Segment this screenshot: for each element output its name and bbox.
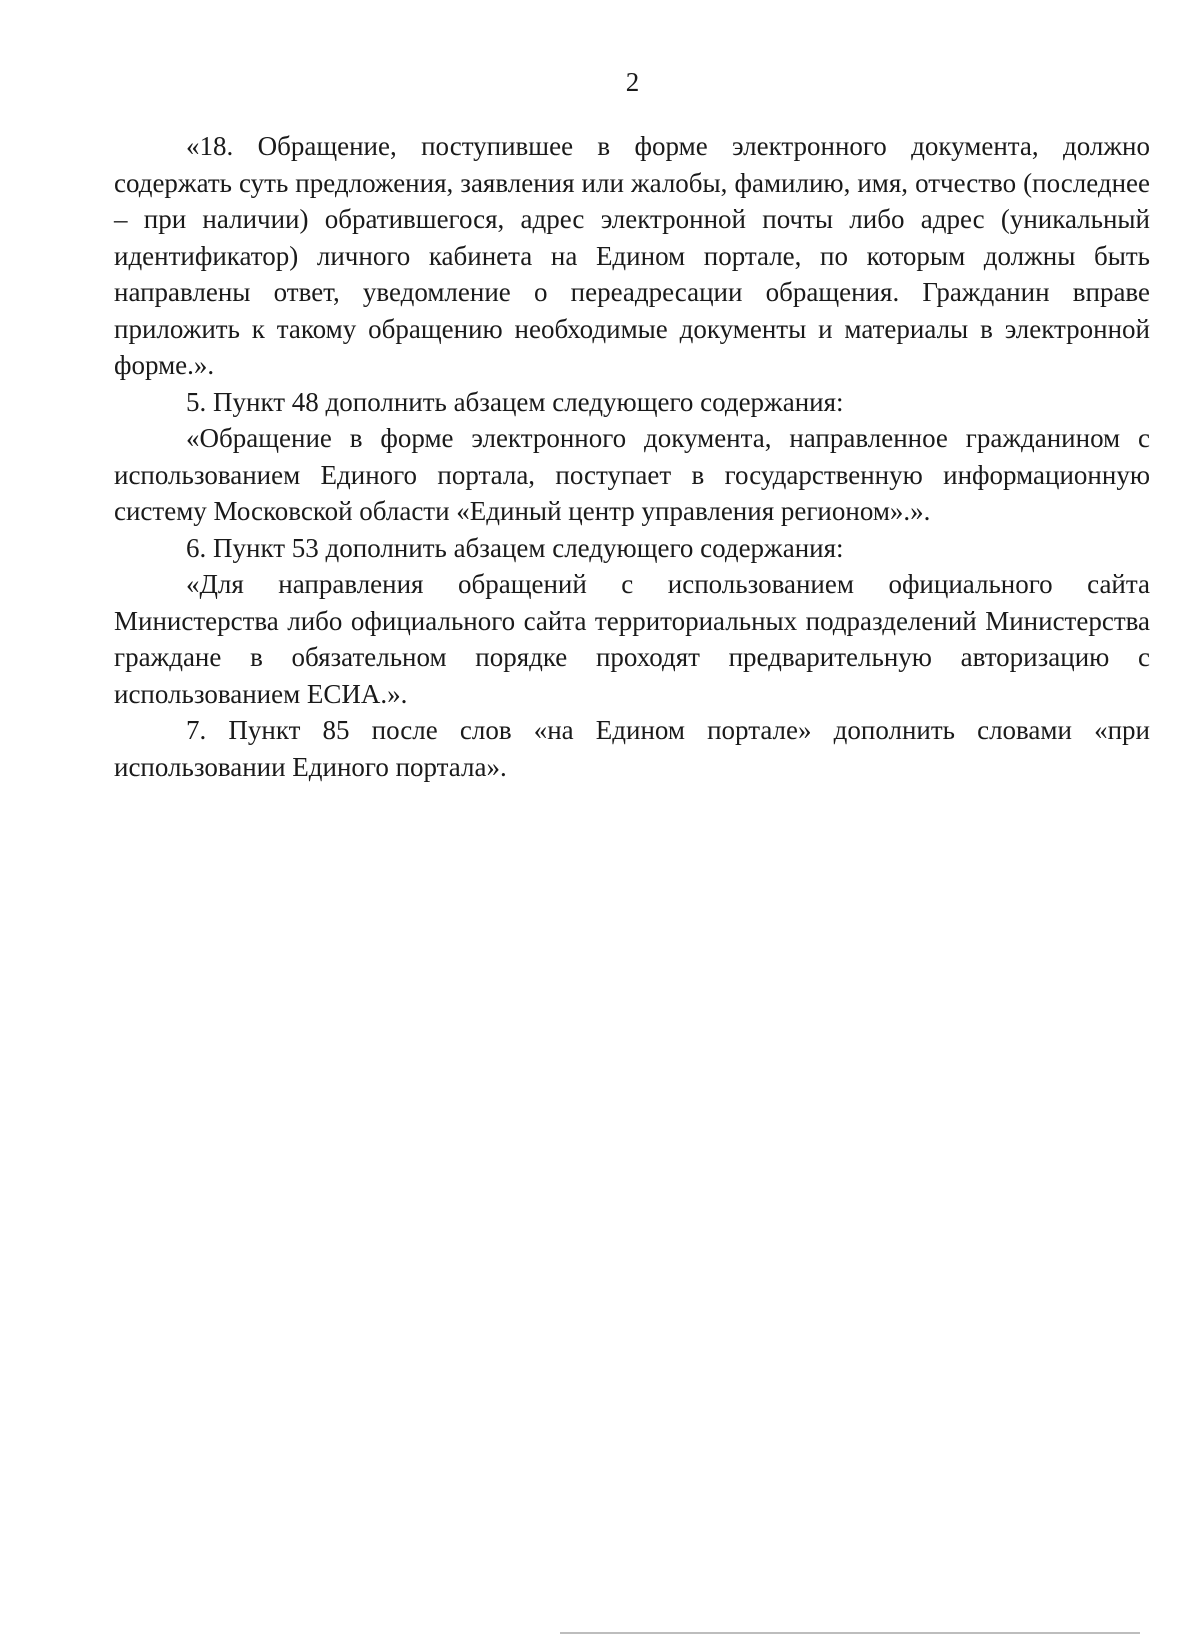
paragraph-item-6-quote: «Для направления обращений с использованием официального сайта Министерства либо официального сайта территориальных подразделений Министерства граждане в обязательном порядке проходят предварительную авторизацию с использованием ЕСИА.».	[114, 569, 1150, 709]
paragraph-item-7: 7. Пункт 85 после слов «на Едином портале» дополнить словами «при использовании Единого портала».	[114, 715, 1150, 782]
document-body	[114, 128, 1150, 785]
scan-artifact	[560, 1632, 1140, 1634]
paragraph-item-5-quote: «Обращение в форме электронного документа, направленное гражданином с использованием Единого портала, поступает в государственную информационную систему Московской области «Единый центр управления регионом».».	[114, 423, 1150, 526]
paragraph-item-5: 5. Пункт 48 дополнить абзацем следующего содержания:	[186, 386, 844, 417]
paragraph-item-18: «18. Обращение, поступившее в форме электронного документа, должно содержать суть предложения, заявления или жалобы, фамилию, имя, отчество (последнее – при наличии) обратившегося, адрес электронной почты либо адрес (уникальный идентификатор) личного кабинета на Едином портале, по которым должны быть направлены ответ, уведомление о переадресации обращения. Гражданин вправе приложить к такому обращению необходимые документы и материалы в электронной форме.».	[114, 131, 1150, 380]
page-number: 2	[625, 67, 640, 97]
paragraph-item-6: 6. Пункт 53 дополнить абзацем следующего содержания:	[186, 532, 844, 563]
